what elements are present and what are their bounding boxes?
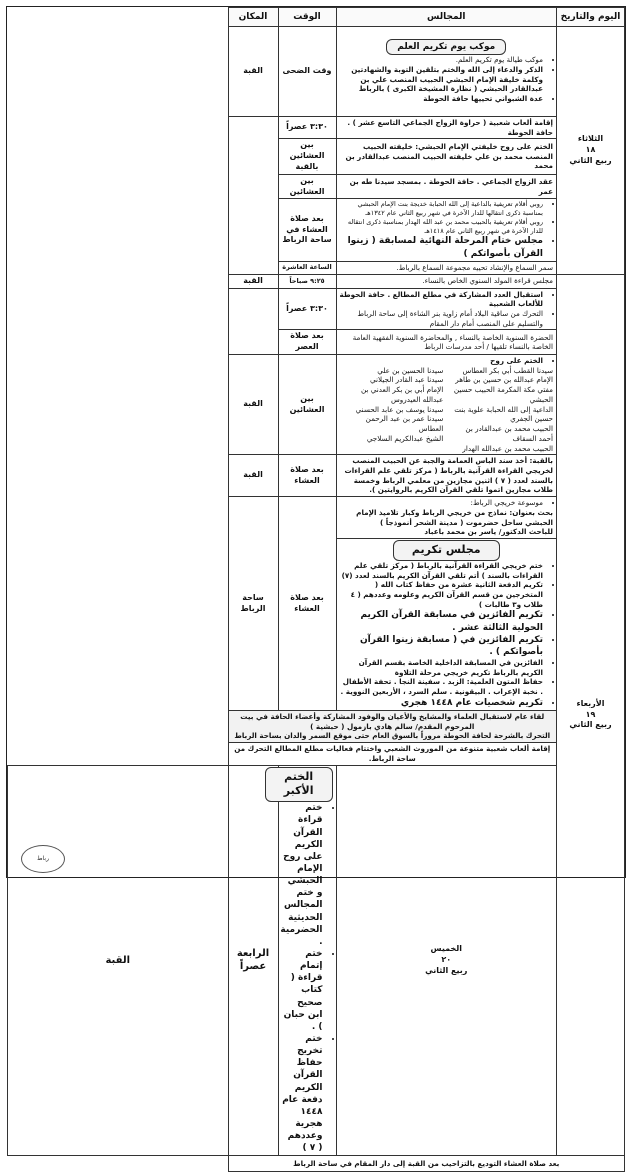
tue-isha-row xyxy=(8,199,625,261)
thu-row xyxy=(8,765,625,1156)
tue-banner: موكب يوم تكريم العلم xyxy=(386,39,506,55)
tue-asr-time: ٣:٣٠ عصراً xyxy=(278,117,336,139)
wed-takreem-item-6: • حفاظ المتون العلمية: الزبد . سفينة النجا . تحفة الأطفال . نخبة الإعراب . البيقونية . سلم السرد ، الأربعين النووية . xyxy=(340,677,544,696)
wed-isha-row xyxy=(8,455,625,497)
tue-samar-item: سمر السماع والإنشاد تحييه مجموعة السماع بالرباط. xyxy=(336,261,557,274)
wed-liqaa-line2: التحرك بالشرحة لحافة الحوطة مروراً بالسوق العام حتى موقع السمر والدان بساحة الرباط xyxy=(234,731,551,741)
tue-samar-time: الساعة العاشرة xyxy=(278,261,336,274)
wed-takreem-cell xyxy=(336,538,557,710)
wed-takreem-item-2: • تكريم الدفعة الثانية عشرة من حفاظ كتاب الله ( المتخرجين من قسم القرآن الكريم وعلومه وعددهم ( ٤ طلاب و٣ طالبات ) xyxy=(340,580,544,609)
wed-mawlid-time: ٩:٢٥ صباحاً xyxy=(278,274,336,288)
wed-day-label: الأربعاء xyxy=(576,698,605,708)
wed-games-line: إقامة ألعاب شعبية متنوعة من الموروث الشعبي واختتام فعاليات مطلع المطالع التحرك من ساحة الرباط. xyxy=(228,743,557,765)
tue-place-span xyxy=(228,117,278,275)
wed-between-time: بين العشائين xyxy=(278,355,336,455)
schedule-table xyxy=(7,7,625,1172)
tue-between-time-label: بين العشائين xyxy=(289,140,325,161)
wed-khatm-grid xyxy=(340,366,554,453)
wed-khatm-r3: مفتي مكة المكرمة الحبيب حسين الحبشي xyxy=(453,385,553,404)
tue-morning-sessions xyxy=(336,27,557,117)
wed-khatm-r5: الحبيب محمد بن عبدالقادر بن أحمد السقاف xyxy=(465,424,553,443)
tue-between-row xyxy=(8,139,625,174)
wed-isha-time: بعد صلاة العشاء xyxy=(278,455,336,497)
wed-date-num: ١٩ xyxy=(585,709,596,719)
wed-asr-row xyxy=(8,288,625,330)
thu-farewell-row xyxy=(8,1156,625,1172)
wed-games-row xyxy=(8,743,625,765)
tue-morning-item-2: • الذكر والدعاء إلى الله والختم بتلقين التوبة والشهادتين وكلمة خليفة الإمام الحبشي الحبيب المنصب علي بن عبدالقادر الحبشي ( نظارة المشيخة الكبرى ) بالرباط xyxy=(340,65,544,94)
wed-khatm-right-col xyxy=(449,366,553,453)
tue-between-place: بالقبة xyxy=(295,162,319,172)
tue-morning-row xyxy=(8,27,625,117)
wed-isha-item: بالقبة: أخذ سند الباس العمامة والجبة عن الحبيب المنصب لخريجي القراءة القرآنية بالرباط ( مركز تلقي علم القراءات بالسند لعدد ( ٧ ) اثنين مجازين من معلمي الرباط وخمسة طلاب مجازين اتموا تلقي القرآن الكريم بالروايتين ). xyxy=(336,455,557,497)
tue-month: ربيع الثاني xyxy=(569,155,612,165)
wed-mawlid-row xyxy=(8,274,625,288)
thu-time: الرابعة عصراً xyxy=(228,765,278,1156)
tue-morning-item-1: • موكب طيالة يوم تكريم العلم. xyxy=(340,55,544,65)
wed-mawsua-row xyxy=(8,497,625,539)
wed-khatm-title: • الختم على روح xyxy=(340,356,544,366)
tue-isha-item-1: • روبي أقلام تعريفية بالداعية إلى الله الحبابة خديجة بنت الإمام الحبشي بمناسبة ذكرى انتقالها للدار الآخرة في شهر ربيع الثاني عام ١٣٤٢هـ xyxy=(340,200,544,218)
wed-between-place: القبة xyxy=(228,355,278,455)
wed-khatm-cell xyxy=(336,355,557,455)
tue-between-time xyxy=(278,139,336,174)
tue-between2-row xyxy=(8,174,625,199)
wed-mawsua-cell xyxy=(336,497,557,539)
wed-mawsua-title: • موسوعة خريجي الرباط: xyxy=(340,498,544,508)
tue-isha-time: بعد صلاة العشاء في ساحة الرباط xyxy=(278,199,336,261)
tue-isha-item-2: • روبي أقلام تعريفية بالحبيب محمد بن عبد الله الهدار بمناسبة ذكرى انتقاله للدار الآخرة في شهر ربيع الثاني عام ١٤١٨هـ xyxy=(340,218,544,236)
wed-khatm-r2: الإمام عبدالله بن حسين بن طاهر xyxy=(455,375,553,385)
thu-day-cell xyxy=(336,765,557,1156)
wed-khatm-r6: الحبيب محمد بن عبدالله الهدار xyxy=(462,443,553,453)
wed-takreem-item-5: • الفائزين في المسابقة الداخلية الخاصة بقسم القرآن الكريم بالرباط تكريم خريجي مرحلة التلاوة xyxy=(340,658,544,677)
tue-morning-place: القبة xyxy=(228,27,278,117)
thu-day-label: الخميس xyxy=(430,944,462,954)
wed-takreem-item-1: • ختم خريجي القراءة القرآنية بالرباط ( مركز تلقي علم القراءات بالسند ) أتم تلقي القرآن الكريم بالسند لعدد (٧) xyxy=(340,561,544,580)
tue-isha-sessions xyxy=(336,199,557,261)
thu-item-3: • ختم تخريج حفاظ القرآن الكريم دفعة عام ١٤٤٨ هجرية وعددهم ( ٧ ) xyxy=(282,1033,323,1154)
schedule-page xyxy=(6,6,626,1168)
wed-khatm-r4: الداعية إلى الله الحبابة علوية بنت حسين الجفري xyxy=(454,404,553,424)
wed-khatm-r1: سيدنا القطب أبي بكر العطاس xyxy=(462,365,553,375)
tue-asr-row xyxy=(8,117,625,139)
wed-asr-item-2: • التحرك من ساقية البلاد أمام زاوية بنر الشاءة إلى ساحة الرباط والتسليم على المنصب أمام دار المقام xyxy=(340,309,544,328)
wed-liqaa-line1: لقاء عام لاستقبال العلماء والمشايخ والأعيان والوفود المشاركة وأعضاء الحافة في بيت المرحوم المقدم/ سالم هادي بازمول ( حبشية ) xyxy=(240,711,545,731)
wed-mawsua-line: بحث بعنوان: نماذج من خريجي الرباط وكبار تلاميذ الإمام الحبشي ساحل حضرموت ( مدينة الشحر أنموذجاً ) xyxy=(356,507,553,527)
thu-date-num: ٢٠ xyxy=(441,955,452,965)
tue-samar-row xyxy=(8,261,625,274)
wed-after-asr-time: بعد صلاة العصر xyxy=(278,330,336,355)
wed-liqaa-cell xyxy=(228,710,557,742)
tue-between2-time: بين العشائين xyxy=(278,174,336,199)
wed-takreem-place: ساحة الرباط xyxy=(228,497,278,711)
wed-asr-item-1: • استقبال العدد المشاركة في مطلع المطالع . حافة الحوطة للألعاب الشعبية xyxy=(340,290,544,309)
wed-after-asr-row xyxy=(8,330,625,355)
wed-khatm-l4: سيدنا يوسف بن عابد الحسني xyxy=(355,404,444,414)
tue-between2-item: عقد الزواج الجماعي . حافة الحوطة . بمسجد سيدنا طه بن عمر xyxy=(336,174,557,199)
ribat-logo: رباط xyxy=(21,845,65,873)
wed-khatm-l5: سيدنا عمر بن عبد الرحمن العطاس xyxy=(365,414,444,434)
tue-between-item: الختم على روح خليفتي الإمام الحبشي: خليفته الحبيب المنصب محمد بن علي خليفته الحبيب المنصب عبدالقادر بن محمد xyxy=(336,139,557,174)
header-row xyxy=(8,8,625,27)
wed-liqaa-row xyxy=(8,710,625,742)
wed-takreem-item-7: • تكريم شخصيات عام ١٤٤٨ هجري xyxy=(340,697,544,709)
thu-item-2: • ختم إتمام قراءة ( كتاب صحيح ابن حبان ) . xyxy=(282,948,323,1033)
header-sessions: المجالس xyxy=(336,8,557,27)
thu-banner: الختم الأكبر xyxy=(265,767,333,803)
wed-asr-place xyxy=(228,288,278,354)
wed-mawsua-author: للباحث الدكتور/ ياسر بن محمد باعباد xyxy=(424,527,553,537)
tue-day-cell xyxy=(557,27,625,275)
header-day: اليوم والتاريخ xyxy=(557,8,625,27)
wed-khatm-l1: سيدنا الحسين بن علي xyxy=(377,365,444,375)
tue-asr-item: إقامة ألعاب شعبية ( حراوة الزواج الجماعي التاسع عشر ) . حافة الحوطة xyxy=(336,117,557,139)
tue-isha-item-3: • مجلس ختام المرحلة النهائية لمسابقة ( زينوا القرآن بأصواتكم ) xyxy=(340,235,544,259)
tue-morning-item-3: • عدة الشبواني تحييها حافة الحوطة xyxy=(340,94,544,104)
wed-between-row xyxy=(8,355,625,455)
tue-date-num: ١٨ xyxy=(585,144,596,154)
wed-asr-time: ٣:٣٠ عصراً xyxy=(278,288,336,330)
wed-takreem-item-4: • تكريم الفائزين في ( مسابقة زينوا القرآن بأصواتكم ) . xyxy=(340,634,544,658)
wed-month: ربيع الثاني xyxy=(569,720,612,730)
wed-mawlid-place: القبة xyxy=(228,274,278,288)
header-time: الوقت xyxy=(278,8,336,27)
wed-mawlid-item: مجلس قراءة المولد السنوي الخاص بالنساء. xyxy=(336,274,557,288)
thu-place: القبة xyxy=(8,765,229,1156)
thu-item-1: • ختم قراءة القرآن الكريم على روح الإمام الحبشي و ختم المجالس الحديثية الحضرمية . xyxy=(282,802,323,948)
tue-morning-time: وقت الضحى xyxy=(278,27,336,117)
wed-isha-place: القبة xyxy=(228,455,278,497)
wed-takreem-item-3: • تكريم الفائزين في مسابقة القرآن الكريم الحولية الثالثة عشر . xyxy=(340,609,544,633)
wed-takreem-banner: مجلس تكريم xyxy=(393,540,500,561)
wed-khatm-left-col xyxy=(340,366,444,453)
thu-sessions xyxy=(278,765,336,1156)
wed-khatm-l3: الإمام أبي بن بكر العدني بن عبدالله العيدروس xyxy=(360,385,444,404)
wed-takreem-time: بعد صلاة العشاء xyxy=(278,497,336,711)
tue-day-label: الثلاثاء xyxy=(577,134,604,144)
wed-after-asr-item: الحضرة السنوية الخاصة بالنساء , والمحاضرة السنوية الفقهية العامة الخاصة بالنساء تلقيها / أحد مدرسات الرباط xyxy=(336,330,557,355)
header-place: المكان xyxy=(228,8,278,27)
thu-month: ربيع الثاني xyxy=(425,965,468,975)
thu-farewell: بعد صلاة العشاء التوديع بالتزاحيب من القبة إلى دار المقام في ساحة الرباط xyxy=(228,1156,625,1172)
wed-khatm-l2: سيدنا عبد القادر الجيلاني xyxy=(370,375,444,385)
wed-asr-sessions xyxy=(336,288,557,330)
wed-khatm-l6: الشيخ عبدالكريم السلاجي xyxy=(366,433,444,443)
wed-day-cell xyxy=(557,274,625,1156)
